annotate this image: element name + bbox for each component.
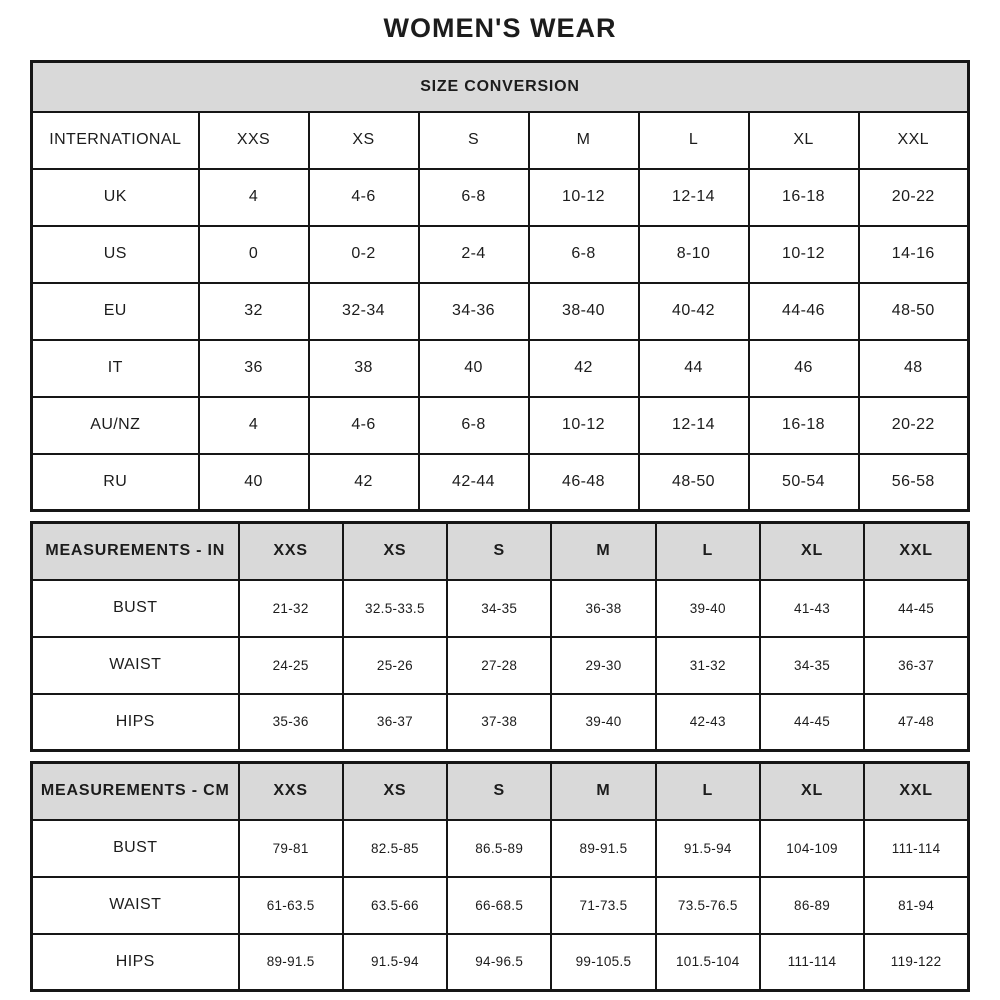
measurement-cell: 39-40 — [551, 694, 655, 751]
measurement-cell: 94-96.5 — [447, 934, 551, 991]
column-header-size: XXL — [859, 112, 969, 169]
measurement-cell: 86.5-89 — [447, 820, 551, 877]
page-title: WOMEN'S WEAR — [383, 13, 617, 43]
size-cell: 40 — [419, 340, 529, 397]
size-cell: 8-10 — [639, 226, 749, 283]
measurement-cell: 21-32 — [239, 580, 343, 637]
table-row — [32, 283, 969, 340]
measurement-cell: 111-114 — [760, 934, 864, 991]
size-cell: 32 — [199, 283, 309, 340]
row-label-waist: WAIST — [32, 637, 239, 694]
size-cell: 44-46 — [749, 283, 859, 340]
column-header-size: XL — [760, 523, 864, 580]
table-row — [32, 112, 969, 169]
size-cell: 0 — [199, 226, 309, 283]
measurement-cell: 29-30 — [551, 637, 655, 694]
measurement-cell: 44-45 — [760, 694, 864, 751]
table-row — [32, 397, 969, 454]
measurement-cell: 41-43 — [760, 580, 864, 637]
column-header-size: L — [656, 763, 760, 820]
size-conversion-table — [30, 60, 970, 512]
size-cell: 4-6 — [309, 397, 419, 454]
size-cell: 34-36 — [419, 283, 529, 340]
column-header-size: M — [551, 763, 655, 820]
table-row — [32, 934, 969, 991]
measurement-cell: 99-105.5 — [551, 934, 655, 991]
measurement-cell: 89-91.5 — [239, 934, 343, 991]
table-row — [32, 226, 969, 283]
column-header-size: L — [656, 523, 760, 580]
row-label-hips: HIPS — [32, 694, 239, 751]
column-header-size: M — [551, 523, 655, 580]
size-cell: 4 — [199, 397, 309, 454]
column-header-size: L — [639, 112, 749, 169]
measurement-cell: 35-36 — [239, 694, 343, 751]
measurement-cell: 101.5-104 — [656, 934, 760, 991]
size-cell: 48 — [859, 340, 969, 397]
size-cell: 4-6 — [309, 169, 419, 226]
measurement-cell: 71-73.5 — [551, 877, 655, 934]
size-conversion-title: SIZE CONVERSION — [32, 62, 969, 112]
measurement-cell: 63.5-66 — [343, 877, 447, 934]
measurements-cm-table — [30, 761, 970, 992]
table-header-row — [32, 62, 969, 112]
size-cell: 48-50 — [859, 283, 969, 340]
size-cell: 48-50 — [639, 454, 749, 511]
size-cell: 10-12 — [749, 226, 859, 283]
measurement-cell: 89-91.5 — [551, 820, 655, 877]
table-row — [32, 340, 969, 397]
table-row — [32, 820, 969, 877]
size-cell: 16-18 — [749, 397, 859, 454]
row-label-it: IT — [32, 340, 199, 397]
measurement-cell: 37-38 — [447, 694, 551, 751]
measurement-cell: 27-28 — [447, 637, 551, 694]
measurement-cell: 82.5-85 — [343, 820, 447, 877]
size-cell: 40-42 — [639, 283, 749, 340]
size-cell: 12-14 — [639, 169, 749, 226]
size-cell: 2-4 — [419, 226, 529, 283]
column-header-size: XS — [343, 523, 447, 580]
measurement-cell: 32.5-33.5 — [343, 580, 447, 637]
size-cell: 16-18 — [749, 169, 859, 226]
row-label-eu: EU — [32, 283, 199, 340]
size-cell: 20-22 — [859, 169, 969, 226]
table-row — [32, 169, 969, 226]
size-cell: 4 — [199, 169, 309, 226]
row-label-hips: HIPS — [32, 934, 239, 991]
measurement-cell: 111-114 — [864, 820, 968, 877]
column-header-size: XL — [749, 112, 859, 169]
size-cell: 10-12 — [529, 397, 639, 454]
size-cell: 42 — [309, 454, 419, 511]
table-row — [32, 580, 969, 637]
table-row — [32, 877, 969, 934]
size-cell: 56-58 — [859, 454, 969, 511]
row-label-uk: UK — [32, 169, 199, 226]
measurement-cell: 81-94 — [864, 877, 968, 934]
size-cell: 40 — [199, 454, 309, 511]
column-header-size: XXS — [199, 112, 309, 169]
measurement-cell: 91.5-94 — [343, 934, 447, 991]
measurement-cell: 66-68.5 — [447, 877, 551, 934]
column-header-size: S — [447, 523, 551, 580]
measurement-cell: 47-48 — [864, 694, 968, 751]
table-header-row — [32, 523, 969, 580]
row-label-ru: RU — [32, 454, 199, 511]
measurement-cell: 36-37 — [864, 637, 968, 694]
size-cell: 38 — [309, 340, 419, 397]
column-header-international: INTERNATIONAL — [32, 112, 199, 169]
size-cell: 44 — [639, 340, 749, 397]
size-cell: 14-16 — [859, 226, 969, 283]
size-cell: 50-54 — [749, 454, 859, 511]
size-cell: 6-8 — [419, 169, 529, 226]
size-cell: 32-34 — [309, 283, 419, 340]
size-cell: 10-12 — [529, 169, 639, 226]
column-header-size: XS — [343, 763, 447, 820]
column-header-size: XS — [309, 112, 419, 169]
table-row — [32, 637, 969, 694]
size-cell: 46-48 — [529, 454, 639, 511]
size-cell: 6-8 — [529, 226, 639, 283]
measurements-in-table — [30, 521, 970, 752]
column-header-size: XXL — [864, 763, 968, 820]
measurement-cell: 34-35 — [760, 637, 864, 694]
measurement-cell: 25-26 — [343, 637, 447, 694]
content-area — [0, 60, 1000, 992]
measurement-cell: 34-35 — [447, 580, 551, 637]
measurement-cell: 79-81 — [239, 820, 343, 877]
measurement-cell: 42-43 — [656, 694, 760, 751]
column-header-size: XXS — [239, 523, 343, 580]
measurement-cell: 104-109 — [760, 820, 864, 877]
table-header-row — [32, 763, 969, 820]
row-label-us: US — [32, 226, 199, 283]
measurement-cell: 91.5-94 — [656, 820, 760, 877]
measurements-in-title: MEASUREMENTS - IN — [32, 523, 239, 580]
measurement-cell: 44-45 — [864, 580, 968, 637]
size-cell: 42 — [529, 340, 639, 397]
column-header-size: M — [529, 112, 639, 169]
row-label-waist: WAIST — [32, 877, 239, 934]
size-cell: 6-8 — [419, 397, 529, 454]
measurement-cell: 39-40 — [656, 580, 760, 637]
table-row — [32, 694, 969, 751]
measurement-cell: 36-38 — [551, 580, 655, 637]
column-header-size: S — [447, 763, 551, 820]
size-cell: 46 — [749, 340, 859, 397]
size-cell: 42-44 — [419, 454, 529, 511]
column-header-size: XL — [760, 763, 864, 820]
row-label-bust: BUST — [32, 820, 239, 877]
measurement-cell: 36-37 — [343, 694, 447, 751]
table-row — [32, 454, 969, 511]
size-cell: 12-14 — [639, 397, 749, 454]
row-label-bust: BUST — [32, 580, 239, 637]
measurements-cm-title: MEASUREMENTS - CM — [32, 763, 239, 820]
measurement-cell: 31-32 — [656, 637, 760, 694]
measurement-cell: 24-25 — [239, 637, 343, 694]
measurement-cell: 86-89 — [760, 877, 864, 934]
size-cell: 38-40 — [529, 283, 639, 340]
measurement-cell: 119-122 — [864, 934, 968, 991]
column-header-size: XXS — [239, 763, 343, 820]
row-label-au-nz: AU/NZ — [32, 397, 199, 454]
measurement-cell: 73.5-76.5 — [656, 877, 760, 934]
size-cell: 20-22 — [859, 397, 969, 454]
column-header-size: XXL — [864, 523, 968, 580]
size-cell: 36 — [199, 340, 309, 397]
size-cell: 0-2 — [309, 226, 419, 283]
column-header-size: S — [419, 112, 529, 169]
measurement-cell: 61-63.5 — [239, 877, 343, 934]
